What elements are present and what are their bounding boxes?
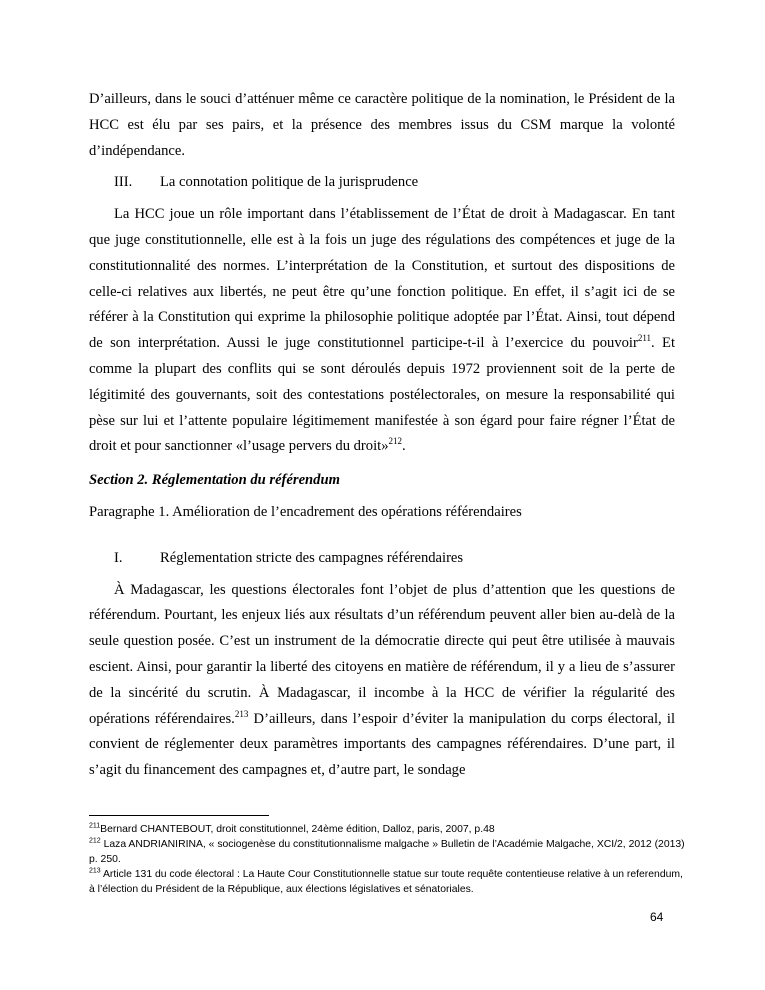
footnote-212	[89, 837, 689, 867]
footnote-text: Laza ANDRIANIRINA, « sociogenèse du constitutionnalisme malgache » Bulletin de l’Académie Malgache, XCI/2, 2012 (2013) p. 250.	[89, 839, 685, 865]
footnote-number: 213	[89, 867, 101, 875]
footnotes	[89, 822, 689, 897]
text-segment: . Et comme la plupart des conflits qui se sont déroulés depuis 1972 proviennent soit de la perte de légitimité des gouvernants, soit des contestations postélectorales, on mesure la responsabilité qui pèse sur lui et l’attente populaire légitimement manifestée à son égard pour faire régner l’État de droit et pour sanctionner «l’usage pervers du droit»	[89, 335, 675, 455]
paragraph-independence: D’ailleurs, dans le souci d’atténuer même ce caractère politique de la nomination, le Président de la HCC est élu par ses pairs, et la présence des membres issus du CSM marque la volonté d’indépendance.	[89, 91, 675, 159]
text-segment: D’ailleurs, dans l’espoir d’éviter la manipulation du corps électoral, il convient de réglementer deux paramètres importants des campagnes référendaires. D’une part, il s’agit du financement des campagnes et, d’autre part, le sondage	[89, 710, 675, 779]
footnote-text: Bernard CHANTEBOUT, droit constitutionnel, 24ème édition, Dalloz, paris, 2007, p.48	[100, 824, 495, 835]
text-segment: À Madagascar, les questions électorales font l’objet de plus d’attention que les questions de référendum. Pourtant, les enjeux liés aux résultats d’un référendum peuvent aller bien au-delà de la seule question posée. C’est un instrument de la démocratie directe qui peut être utilisée à mauvais escient. Ainsi, pour garantir la liberté des citoyens en matière de référendum, il y a lieu de s’assurer de la sincérité du scrutin. À Madagascar, il incombe à la HCC de vérifier la régularité des opérations référendaires.	[89, 581, 675, 727]
footnote-number: 211	[89, 822, 101, 830]
footnote-ref: 212	[388, 436, 402, 447]
heading-title: La connotation politique de la jurisprudence	[160, 174, 419, 191]
heading-iii	[89, 170, 675, 196]
text-segment: .	[402, 438, 406, 455]
page-number: 64	[650, 910, 664, 924]
paragraph-title: Paragraphe 1. Amélioration de l’encadrement des opérations référendaires	[89, 503, 522, 520]
section-title: Section 2. Réglementation du référendum	[89, 472, 340, 489]
footnote-ref: 213	[234, 708, 249, 719]
text-segment: La HCC joue un rôle important dans l’établissement de l’État de droit à Madagascar. En tant que juge constitutionnelle, elle est à la fois un juge des régulations des compétences et juge de la constitutionnalité des normes. L’interprétation de la Constitution, et surtout des dispositions de celle-ci relatives aux libertés, ne peut être qu’une fonction politique. En effet, il s’agit ici de se référer à la Constitution qui exprime la philosophie politique adoptée par l’État. Ainsi, tout dépend de son interprétation. Aussi le juge constitutionnel participe-t-il à l’exercice du pouvoir	[89, 206, 675, 352]
footnote-number: 212	[89, 837, 101, 845]
heading-title: Réglementation stricte des campagnes référendaires	[160, 549, 464, 566]
footnote-text: Article 131 du code électoral : La Haute Cour Constitutionnelle statue sur toute requête contentieuse relative à un referendum, à l’élection du Président de la République, aux élections législatives et sénatoriales.	[89, 869, 683, 895]
page-body	[89, 87, 675, 784]
footnote-211	[89, 822, 689, 837]
footnote-ref: 211	[637, 333, 652, 344]
paragraph-hcc-role	[89, 202, 675, 460]
footnote-213	[89, 867, 689, 897]
heading-number: III.	[114, 174, 133, 191]
heading-i	[89, 546, 675, 572]
footnote-divider	[89, 815, 269, 816]
paragraph-referendum	[89, 578, 675, 784]
heading-number: I.	[114, 549, 123, 566]
